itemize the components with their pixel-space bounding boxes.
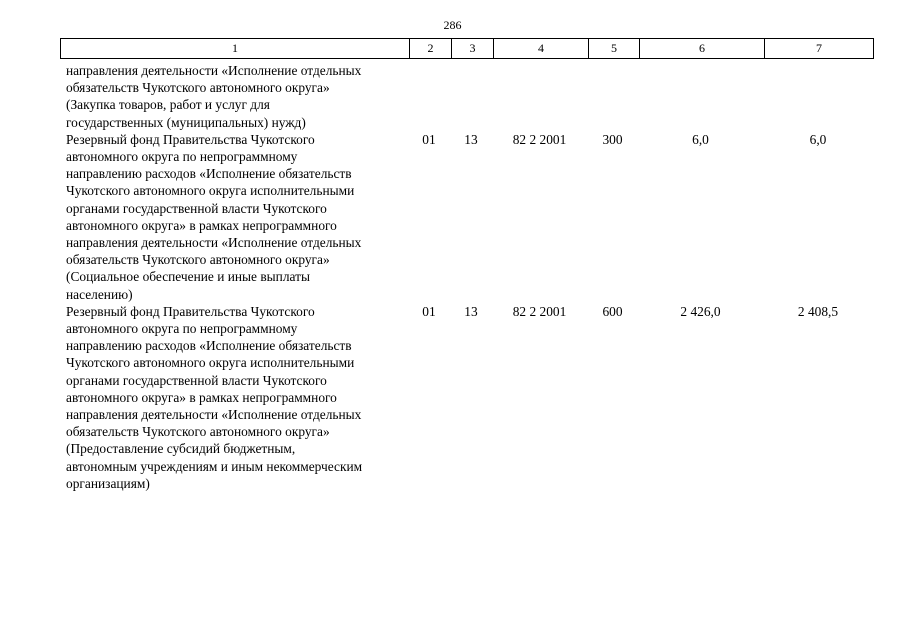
amount-column-7: 2 408,5 xyxy=(797,303,839,319)
subsection-code: 13 xyxy=(464,131,478,147)
description-line: автономного округа» в рамках непрограммного xyxy=(66,389,337,405)
description-line: Резервный фонд Правительства Чукотского xyxy=(66,303,315,319)
row-description xyxy=(60,303,411,492)
description-line: организациям) xyxy=(66,475,150,491)
amount-column-6: 2 426,0 xyxy=(680,303,721,319)
table-row xyxy=(60,62,872,131)
column-header-table xyxy=(60,38,874,59)
row-description xyxy=(60,62,411,131)
description-line: направления деятельности «Исполнение отдельных xyxy=(66,63,362,78)
description-line: направления деятельности «Исполнение отдельных xyxy=(66,235,362,251)
column-header-4: 4 xyxy=(494,39,589,59)
description-line: органами государственной власти Чукотского xyxy=(66,200,327,216)
description-line: автономным учреждениям и иным некоммерческим xyxy=(66,458,363,474)
column-header-2: 2 xyxy=(410,39,452,59)
section-code: 01 xyxy=(422,303,436,319)
column-header-5: 5 xyxy=(589,39,640,59)
description-line: автономного округа по непрограммному xyxy=(66,149,298,165)
description-line: государственных (муниципальных) нужд) xyxy=(66,114,306,130)
target-article-code: 82 2 2001 xyxy=(512,131,567,147)
expense-type-code: 300 xyxy=(602,131,623,147)
description-line: обязательств Чукотского автономного округа» xyxy=(66,252,330,268)
description-line: направления деятельности «Исполнение отдельных xyxy=(66,407,362,423)
amount-column-7: 6,0 xyxy=(809,131,827,147)
description-line: Резервный фонд Правительства Чукотского xyxy=(66,131,315,147)
description-line: (Социальное обеспечение и иные выплаты xyxy=(66,269,310,285)
description-line: автономного округа по непрограммному xyxy=(66,321,298,337)
description-line: обязательств Чукотского автономного округа» xyxy=(66,80,330,96)
column-header-row xyxy=(61,39,874,59)
expense-type-code: 600 xyxy=(602,303,623,319)
table-body xyxy=(60,62,872,492)
target-article-code: 82 2 2001 xyxy=(512,303,567,319)
description-line: (Предоставление субсидий бюджетным, xyxy=(66,441,296,457)
description-line: органами государственной власти Чукотского xyxy=(66,372,327,388)
amount-column-6: 6,0 xyxy=(692,131,709,147)
page-number: 286 xyxy=(443,18,462,32)
column-header-7: 7 xyxy=(765,39,874,59)
table-row xyxy=(60,131,872,303)
description-line: (Закупка товаров, работ и услуг для xyxy=(66,97,270,113)
description-line: Чукотского автономного округа исполнительными xyxy=(66,183,355,199)
section-code: 01 xyxy=(422,131,436,147)
row-description xyxy=(60,131,411,303)
column-header-3: 3 xyxy=(452,39,494,59)
description-line: обязательств Чукотского автономного округа» xyxy=(66,424,330,440)
subsection-code: 13 xyxy=(464,303,478,319)
column-header-1: 1 xyxy=(61,39,410,59)
description-line: направлению расходов «Исполнение обязательств xyxy=(66,166,352,182)
description-line: Чукотского автономного округа исполнительными xyxy=(66,355,355,371)
description-line: автономного округа» в рамках непрограммного xyxy=(66,217,337,233)
description-line: населению) xyxy=(66,286,133,302)
column-header-6: 6 xyxy=(640,39,765,59)
table-row xyxy=(60,303,872,492)
description-line: направлению расходов «Исполнение обязательств xyxy=(66,338,352,354)
